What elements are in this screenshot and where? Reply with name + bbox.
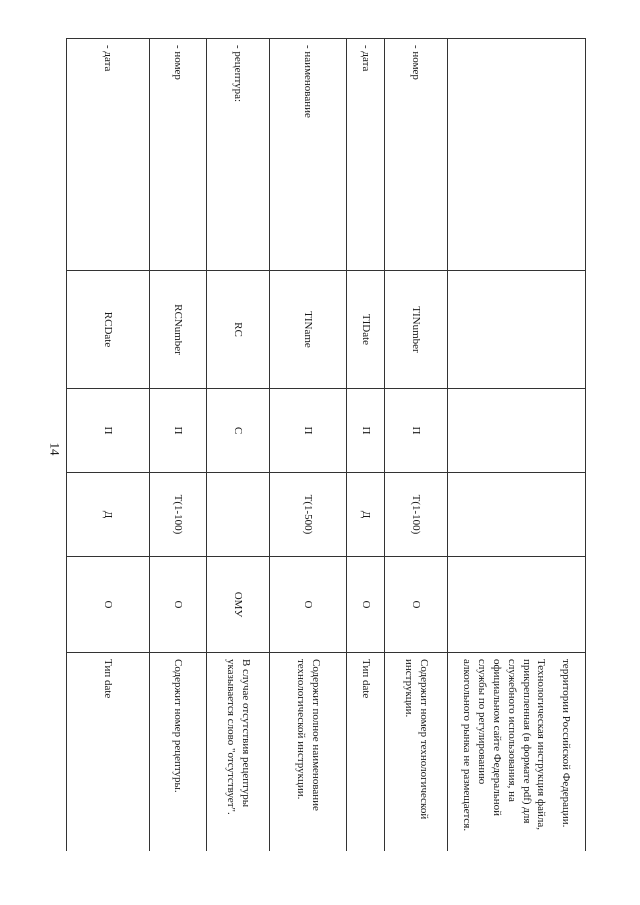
description-paragraph: Тип date: [360, 659, 373, 699]
table-row: [67, 39, 150, 852]
requirement-cell: О: [149, 557, 206, 653]
tag-name-cell: TIName: [269, 271, 346, 389]
rotated-table-frame: [66, 38, 586, 851]
type-cell: Д: [67, 473, 150, 557]
description-paragraph: В случае отсутствия рецептуры указывается слово "отсутствует".: [224, 659, 252, 815]
type-cell: T(1-500): [269, 473, 346, 557]
type-cell: T(1-100): [149, 473, 206, 557]
tag-name-cell: TINumber: [385, 271, 447, 389]
field-name-cell: - номер: [149, 39, 206, 271]
occurrence-cell: С: [206, 389, 269, 473]
tag-name-cell: RCNumber: [149, 271, 206, 389]
description-paragraph: Технологическая инструкция файла, прикрепленная (в формате pdf) для служебного использования, на официальном сайте Федеральной службы по регулированию алкогольного рынка не размещается.: [461, 659, 548, 832]
table-row: [149, 39, 206, 852]
type-cell: Д: [347, 473, 385, 557]
table-row: [347, 39, 385, 852]
description-cell: [149, 653, 206, 852]
occurrence-cell: П: [67, 389, 150, 473]
field-name-cell: - наименование: [269, 39, 346, 271]
description-paragraph: Содержит номер технологической инструкции.: [402, 659, 430, 820]
requirement-cell: О: [67, 557, 150, 653]
page-number: 14: [47, 442, 63, 456]
requirement-cell: ОМУ: [206, 557, 269, 653]
tag-name-cell: RCDate: [67, 271, 150, 389]
description-paragraph: Содержит номер рецептуры.: [172, 659, 185, 793]
occurrence-cell: П: [385, 389, 447, 473]
requirement-cell: [447, 557, 585, 653]
description-cell: [385, 653, 447, 852]
requirement-cell: О: [385, 557, 447, 653]
tag-name-cell: [447, 271, 585, 389]
description-cell: [269, 653, 346, 852]
field-name-cell: - номер: [385, 39, 447, 271]
occurrence-cell: [447, 389, 585, 473]
field-name-cell: - дата: [347, 39, 385, 271]
description-cell: [447, 653, 585, 852]
description-paragraph: Содержит полное наименование технологической инструкции.: [295, 659, 322, 811]
type-cell: T(1-100): [385, 473, 447, 557]
type-cell: [206, 473, 269, 557]
occurrence-cell: П: [149, 389, 206, 473]
occurrence-cell: П: [347, 389, 385, 473]
field-name-cell: - рецептура:: [206, 39, 269, 271]
description-cell: [67, 653, 150, 852]
spec-table: [66, 38, 586, 851]
requirement-cell: О: [347, 557, 385, 653]
description-paragraph: территории Российской Федерации.: [560, 659, 573, 828]
description-cell: [347, 653, 385, 852]
table-row: [206, 39, 269, 852]
requirement-cell: О: [269, 557, 346, 653]
tag-name-cell: RC: [206, 271, 269, 389]
field-name-cell: - дата: [67, 39, 150, 271]
tag-name-cell: TIDate: [347, 271, 385, 389]
table-row: [385, 39, 447, 852]
type-cell: [447, 473, 585, 557]
table-row: [269, 39, 346, 852]
occurrence-cell: П: [269, 389, 346, 473]
description-paragraph: Тип date: [102, 659, 115, 699]
field-name-cell: [447, 39, 585, 271]
table-row: [447, 39, 585, 852]
description-cell: [206, 653, 269, 852]
